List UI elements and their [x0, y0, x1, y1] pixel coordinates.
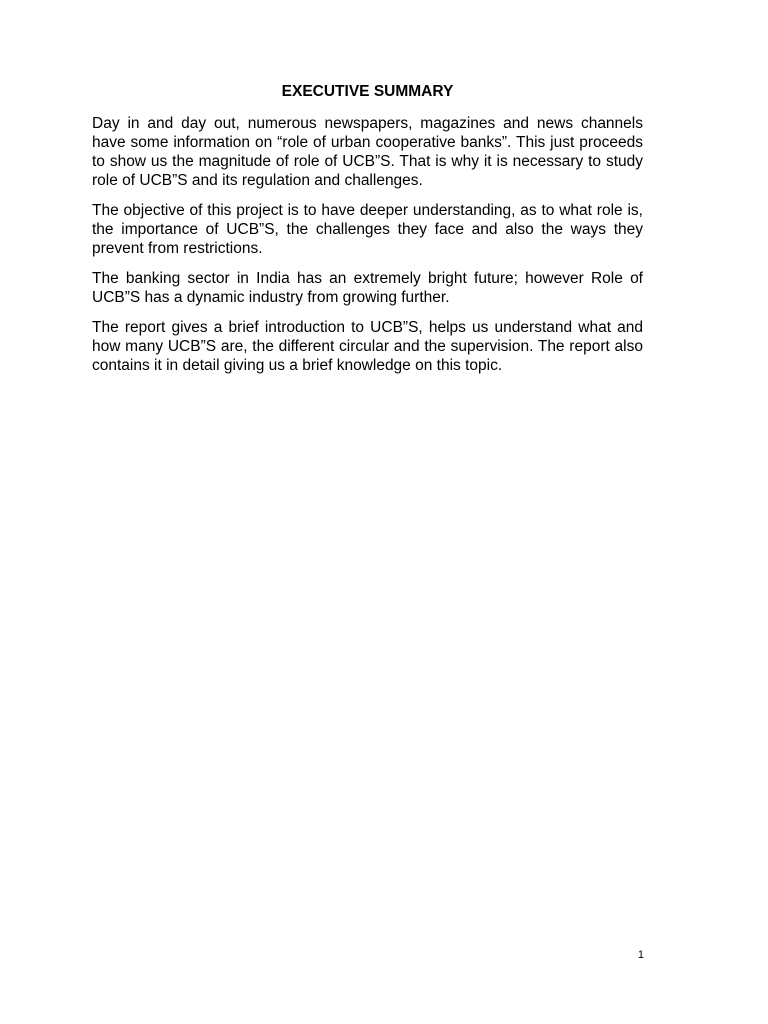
document-body	[92, 114, 643, 386]
paragraph-4: The report gives a brief introduction to UCB”S, helps us understand what and how many UCB”S are, the different circular and the supervision. The report also contains it in detail giving us a brief knowledge on this topic.	[92, 319, 643, 374]
paragraph-2: The objective of this project is to have deeper understanding, as to what role is, the importance of UCB”S, the challenges they face and also the ways they prevent from restrictions.	[92, 202, 643, 257]
paragraph-1: Day in and day out, numerous newspapers, magazines and news channels have some information on “role of urban cooperative banks”. This just proceeds to show us the magnitude of role of UCB”S. That is why it is necessary to study role of UCB”S and its regulation and challenges.	[92, 115, 643, 189]
page-number: 1	[637, 949, 644, 961]
page-title: EXECUTIVE SUMMARY	[281, 83, 454, 100]
paragraph-3: The banking sector in India has an extremely bright future; however Role of UCB”S has a dynamic industry from growing further.	[92, 270, 643, 306]
